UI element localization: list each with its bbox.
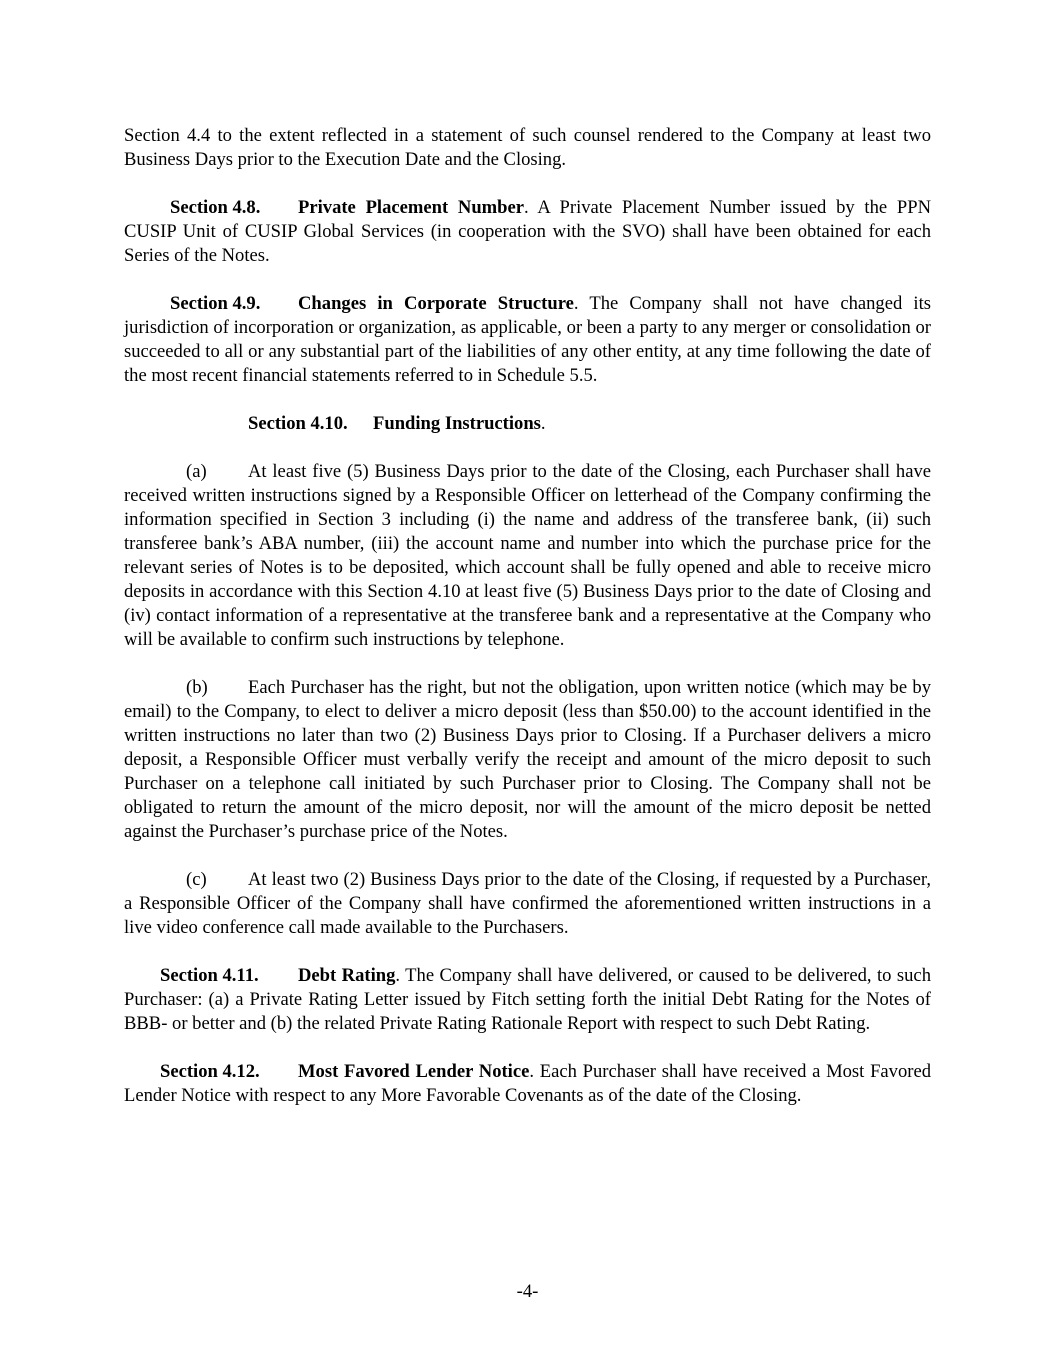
subsection-label: (c) (186, 869, 207, 890)
section-number: Section 4.11. (160, 965, 259, 986)
section-body: . The Company shall not have changed its jurisdiction of incorporation or organization, as applicable, or been a party to any merger or consolidation or succeeded to all or any substantial part of the liabilities of any other entity, at any time following the date of the most recent financial statements referred to in Schedule 5.5. (124, 293, 931, 386)
section-body: . Each Purchaser shall have received a Most Favored Lender Notice with respect to any More Favorable Covenants as of the date of the Closing. (124, 1061, 931, 1106)
section-number: Section 4.9. (170, 293, 261, 314)
section-number: Section 4.12. (160, 1061, 260, 1082)
section-4-11 (124, 964, 931, 1036)
page-number: -4- (516, 1281, 539, 1302)
section-4-8 (124, 196, 931, 268)
subsection-text: At least five (5) Business Days prior to the date of the Closing, each Purchaser shall have received written instructions signed by a Responsible Officer on letterhead of the Company confirming the information specified in Section 3 including (i) the name and address of the transferee bank, (ii) such transferee bank’s ABA number, (iii) the account name and number into which the purchase price for the relevant series of Notes is to be deposited, which account shall be fully opened and able to receive micro deposits in accordance with this Section 4.10 at least five (5) Business Days prior to the date of Closing and (iv) contact information of a representative at the transferee bank and a representative at the Company who will be available to confirm such instructions by telephone. (124, 461, 931, 650)
section-body: . (540, 413, 546, 434)
section-title: Debt Rating (298, 965, 396, 986)
subsection-label: (a) (186, 461, 207, 482)
subsection-b (124, 676, 931, 844)
continuation-paragraph: Section 4.4 to the extent reflected in a statement of such counsel rendered to the Company at least two Business Days prior to the Execution Date and the Closing. (124, 125, 931, 170)
section-title: Most Favored Lender Notice (298, 1061, 530, 1082)
section-number: Section 4.8. (170, 197, 261, 218)
section-4-10-heading (124, 412, 931, 436)
section-4-9 (124, 292, 931, 388)
section-title: Changes in Corporate Structure (298, 293, 574, 314)
subsection-a (124, 460, 931, 652)
subsection-c (124, 868, 931, 940)
section-title: Funding Instructions (373, 413, 541, 434)
section-title: Private Placement Number (298, 197, 525, 218)
subsection-text: Each Purchaser has the right, but not the obligation, upon written notice (which may be by email) to the Company, to elect to deliver a micro deposit (less than $50.00) to the account identified in the written instructions no later than two (2) Business Days prior to Closing. If a Purchaser delivers a micro deposit, a Responsible Officer must verbally verify the receipt and amount of the micro deposit to such Purchaser on a telephone call initiated by such Purchaser prior to Closing. The Company shall not be obligated to return the amount of the micro deposit, nor will the amount of the micro deposit be netted against the Purchaser’s purchase price of the Notes. (124, 677, 931, 842)
section-4-12 (124, 1060, 931, 1108)
document-page (124, 124, 931, 1132)
subsection-label: (b) (186, 677, 208, 698)
subsection-text: At least two (2) Business Days prior to the date of the Closing, if requested by a Purchaser, a Responsible Officer of the Company shall have confirmed the aforementioned written instructions in a live video conference call made available to the Purchasers. (124, 869, 931, 938)
section-number: Section 4.10. (248, 413, 348, 434)
section-body: . The Company shall have delivered, or caused to be delivered, to such Purchaser: (a) a Private Rating Letter issued by Fitch setting forth the initial Debt Rating for the Notes of BBB- or better and (b) the related Private Rating Rationale Report with respect to such Debt Rating. (124, 965, 931, 1034)
section-body: . A Private Placement Number issued by the PPN CUSIP Unit of CUSIP Global Services (in cooperation with the SVO) shall have been obtained for each Series of the Notes. (124, 197, 931, 266)
